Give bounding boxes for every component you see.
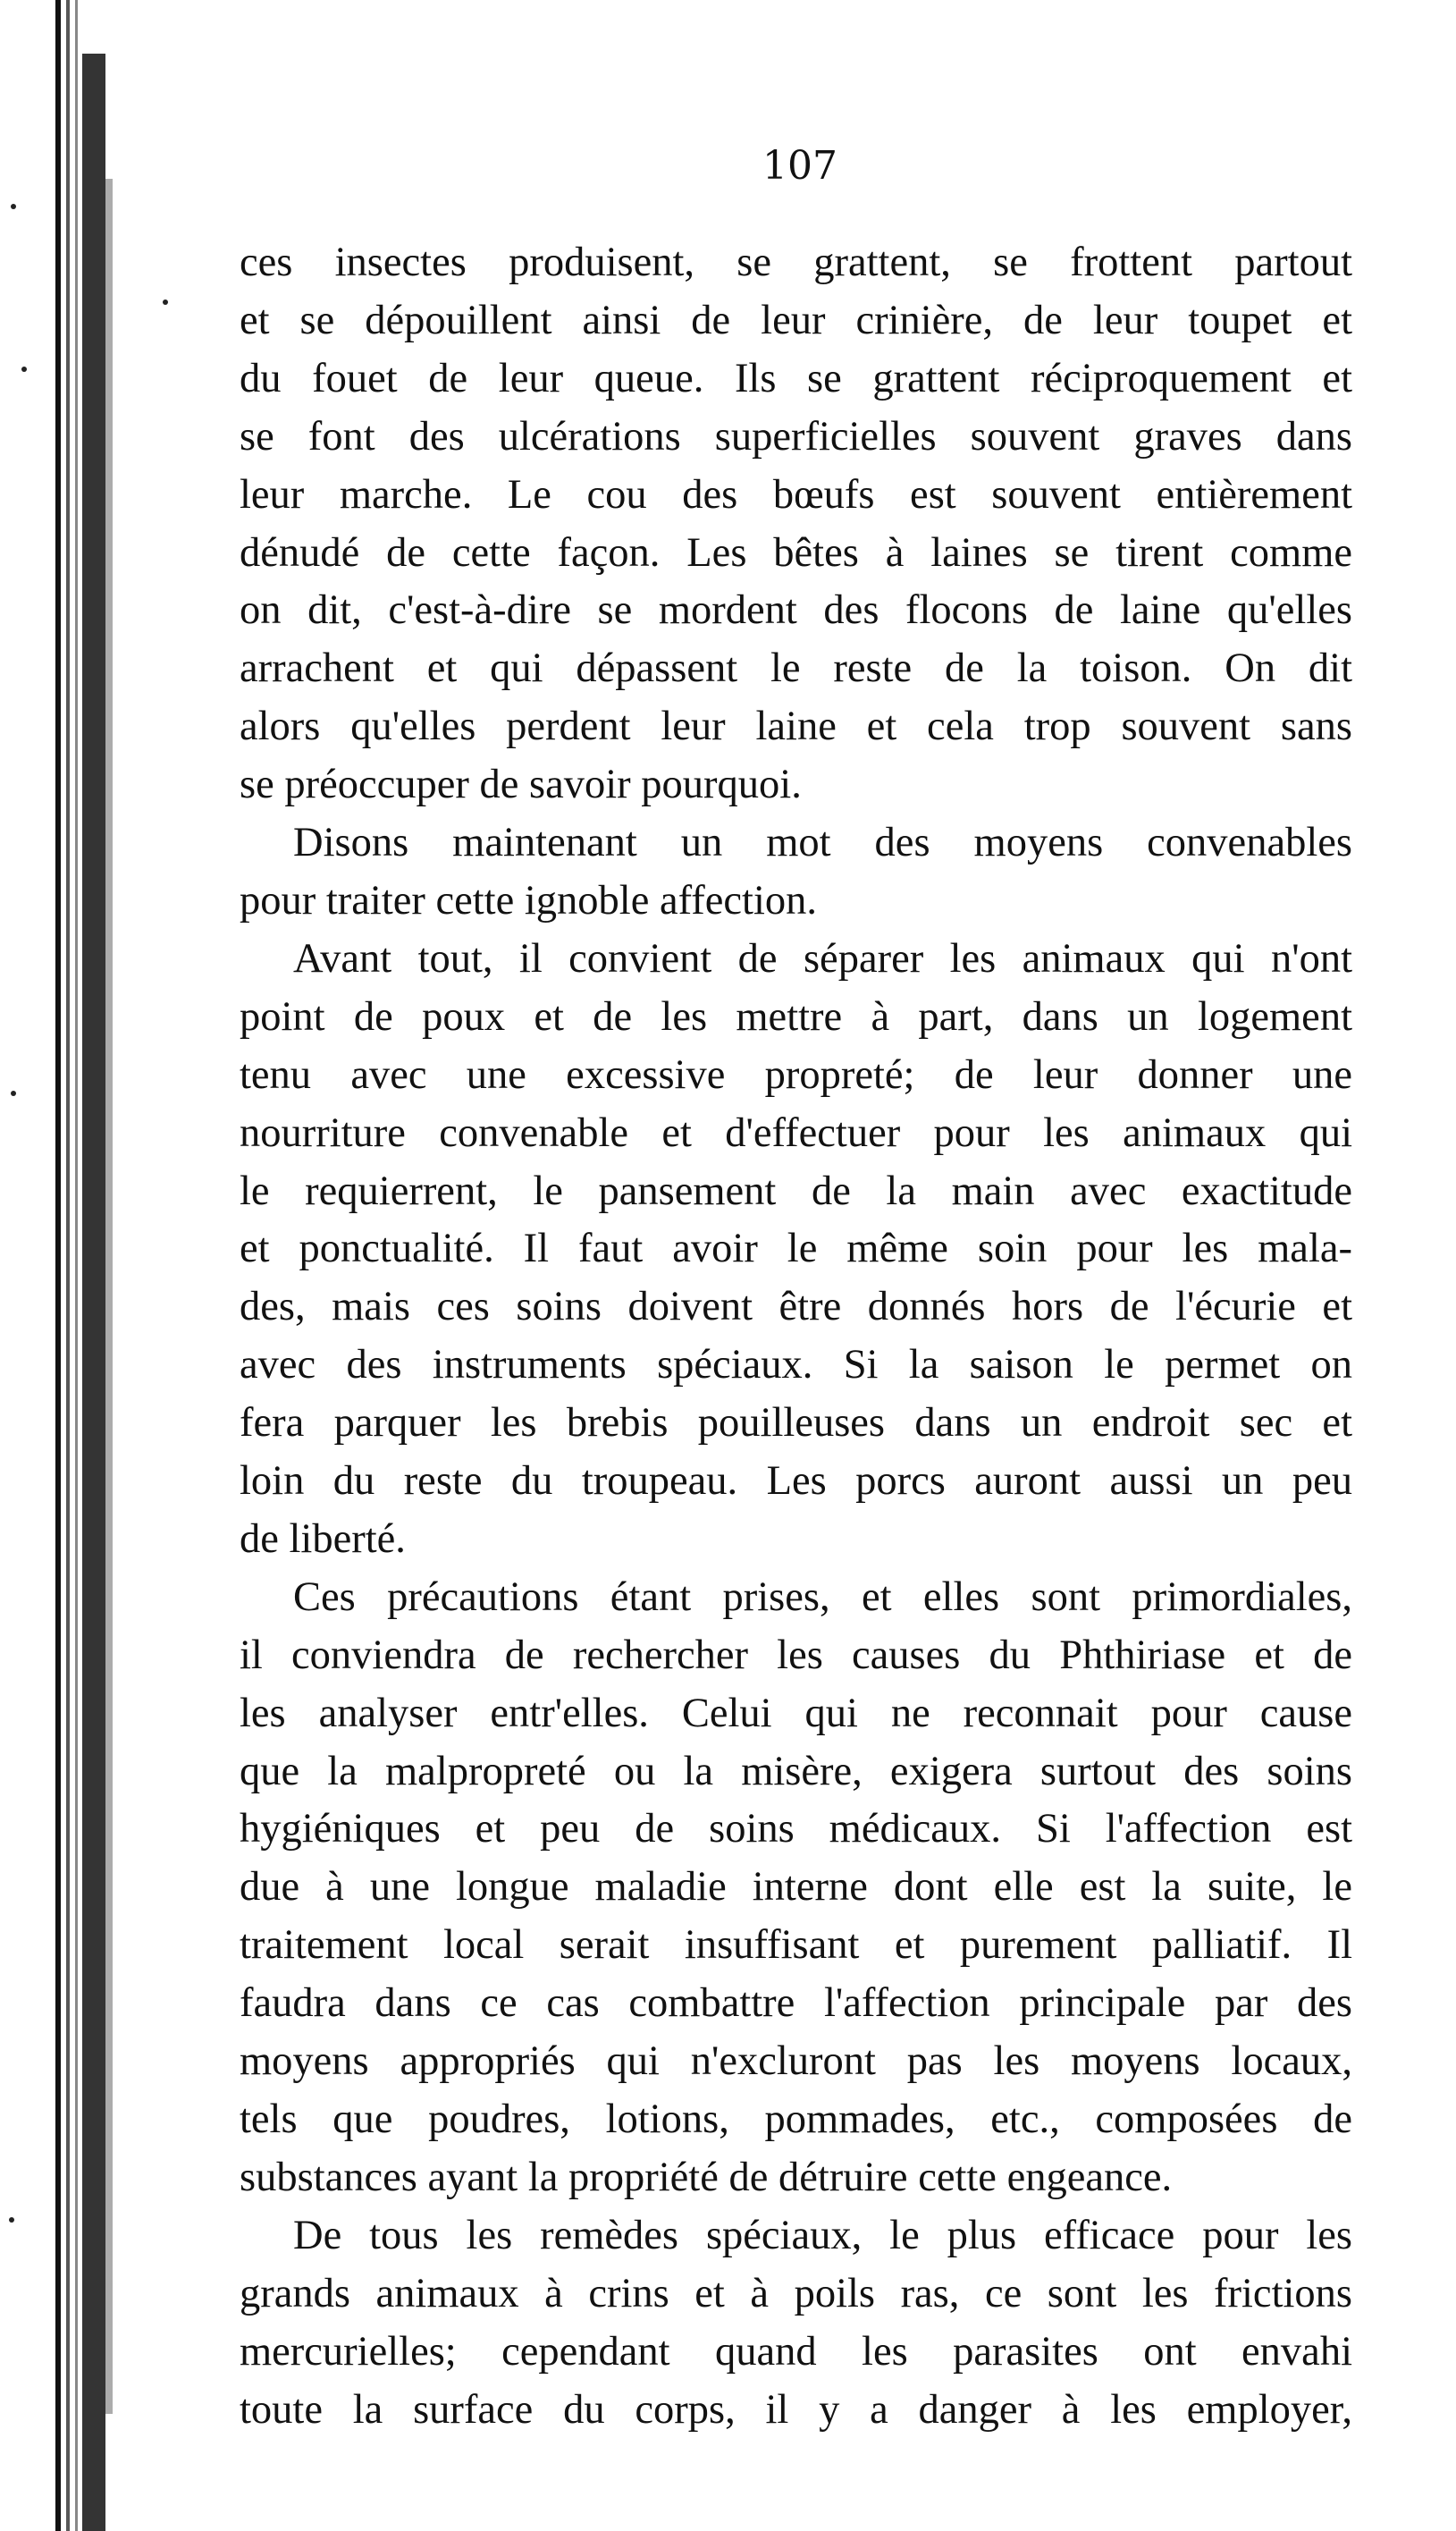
text-line: nourriture convenable et d'effectuer pour les animaux qui (240, 1109, 1352, 1156)
paragraph-2 (240, 814, 1352, 931)
text-line: se préoccuper de savoir pourquoi. (240, 762, 802, 808)
text-line: que la malpropreté ou la misère, exigera surtout des soins (240, 1748, 1352, 1794)
text-line: due à une longue maladie interne dont elle est la suite, le (240, 1864, 1352, 1911)
text-line: pour traiter cette ignoble affection. (240, 877, 817, 924)
text-line: des, mais ces soins doivent être donnés hors de l'écurie et (240, 1284, 1352, 1330)
text-line: mercurielles; cependant quand les parasites ont envahi (240, 2328, 1352, 2375)
paragraph-1 (240, 234, 1352, 814)
text-line: alors qu'elles perdent leur laine et cela trop souvent sans (240, 704, 1352, 750)
text-line: loin du reste du troupeau. Les porcs auront aussi un peu (240, 1458, 1352, 1505)
text-line: toute la surface du corps, il y a danger à les employer, (240, 2386, 1352, 2433)
text-line: se font des ulcérations superficielles souvent graves dans (240, 413, 1352, 460)
text-line: tenu avec une excessive propreté; de leur donner une (240, 1051, 1352, 1098)
text-line: fera parquer les brebis pouilleuses dans un endroit sec et (240, 1400, 1352, 1447)
body-text (240, 234, 1352, 2439)
text-line: moyens appropriés qui n'excluront pas les moyens locaux, (240, 2038, 1352, 2085)
text-line: ces insectes produisent, se grattent, se frottent partout (240, 240, 1352, 285)
text-line: grands animaux à crins et à poils ras, ce sont les frictions (240, 2270, 1352, 2316)
text-line: point de poux et de les mettre à part, dans un logement (240, 993, 1352, 1040)
text-line: tels que poudres, lotions, pommades, etc., composées de (240, 2097, 1352, 2142)
text-line: les analyser entr'elles. Celui qui ne reconnait pour cause (240, 1690, 1352, 1736)
text-line: le requierrent, le pansement de la main avec exactitude (240, 1168, 1352, 1214)
text-line: de liberté. (240, 1515, 406, 1562)
paragraph-3 (240, 931, 1352, 1569)
text-line: leur marche. Le cou des bœufs est souvent entièrement (240, 471, 1352, 518)
text-line: Disons maintenant un mot des moyens convenables (293, 820, 1352, 866)
text-line: hygiéniques et peu de soins médicaux. Si l'affection est (240, 1806, 1352, 1852)
paragraph-4 (240, 1569, 1352, 2207)
text-line: De tous les remèdes spéciaux, le plus efficace pour les (293, 2212, 1352, 2258)
text-line: traitement local serait insuffisant et purement palliatif. Il (240, 1922, 1352, 1969)
text-line: dénudé de cette façon. Les bêtes à laines se tirent comme (240, 529, 1352, 576)
text-line: arrachent et qui dépassent le reste de la toison. On dit (240, 645, 1352, 692)
paragraph-5 (240, 2207, 1352, 2440)
binding-gutter (0, 0, 125, 2531)
text-line: on dit, c'est-à-dire se mordent des flocons de laine qu'elles (240, 587, 1352, 634)
text-line: du fouet de leur queue. Ils se grattent réciproquement et (240, 355, 1352, 401)
text-line: faudra dans ce cas combattre l'affection principale par des (240, 1980, 1352, 2027)
text-line: il conviendra de rechercher les causes du Phthiriase et de (240, 1632, 1352, 1678)
text-line: avec des instruments spéciaux. Si la saison le permet on (240, 1342, 1352, 1388)
text-line: substances ayant la propriété de détruire cette engeance. (240, 2154, 1173, 2200)
page-number: 107 (762, 143, 837, 189)
text-line: et se dépouillent ainsi de leur crinière, de leur toupet et (240, 297, 1352, 343)
text-line: Avant tout, il convient de séparer les animaux qui n'ont (293, 935, 1352, 982)
text-line: et ponctualité. Il faut avoir le même soin pour les mala- (240, 1226, 1352, 1272)
text-line: Ces précautions étant prises, et elles sont primordiales, (293, 1573, 1352, 1620)
